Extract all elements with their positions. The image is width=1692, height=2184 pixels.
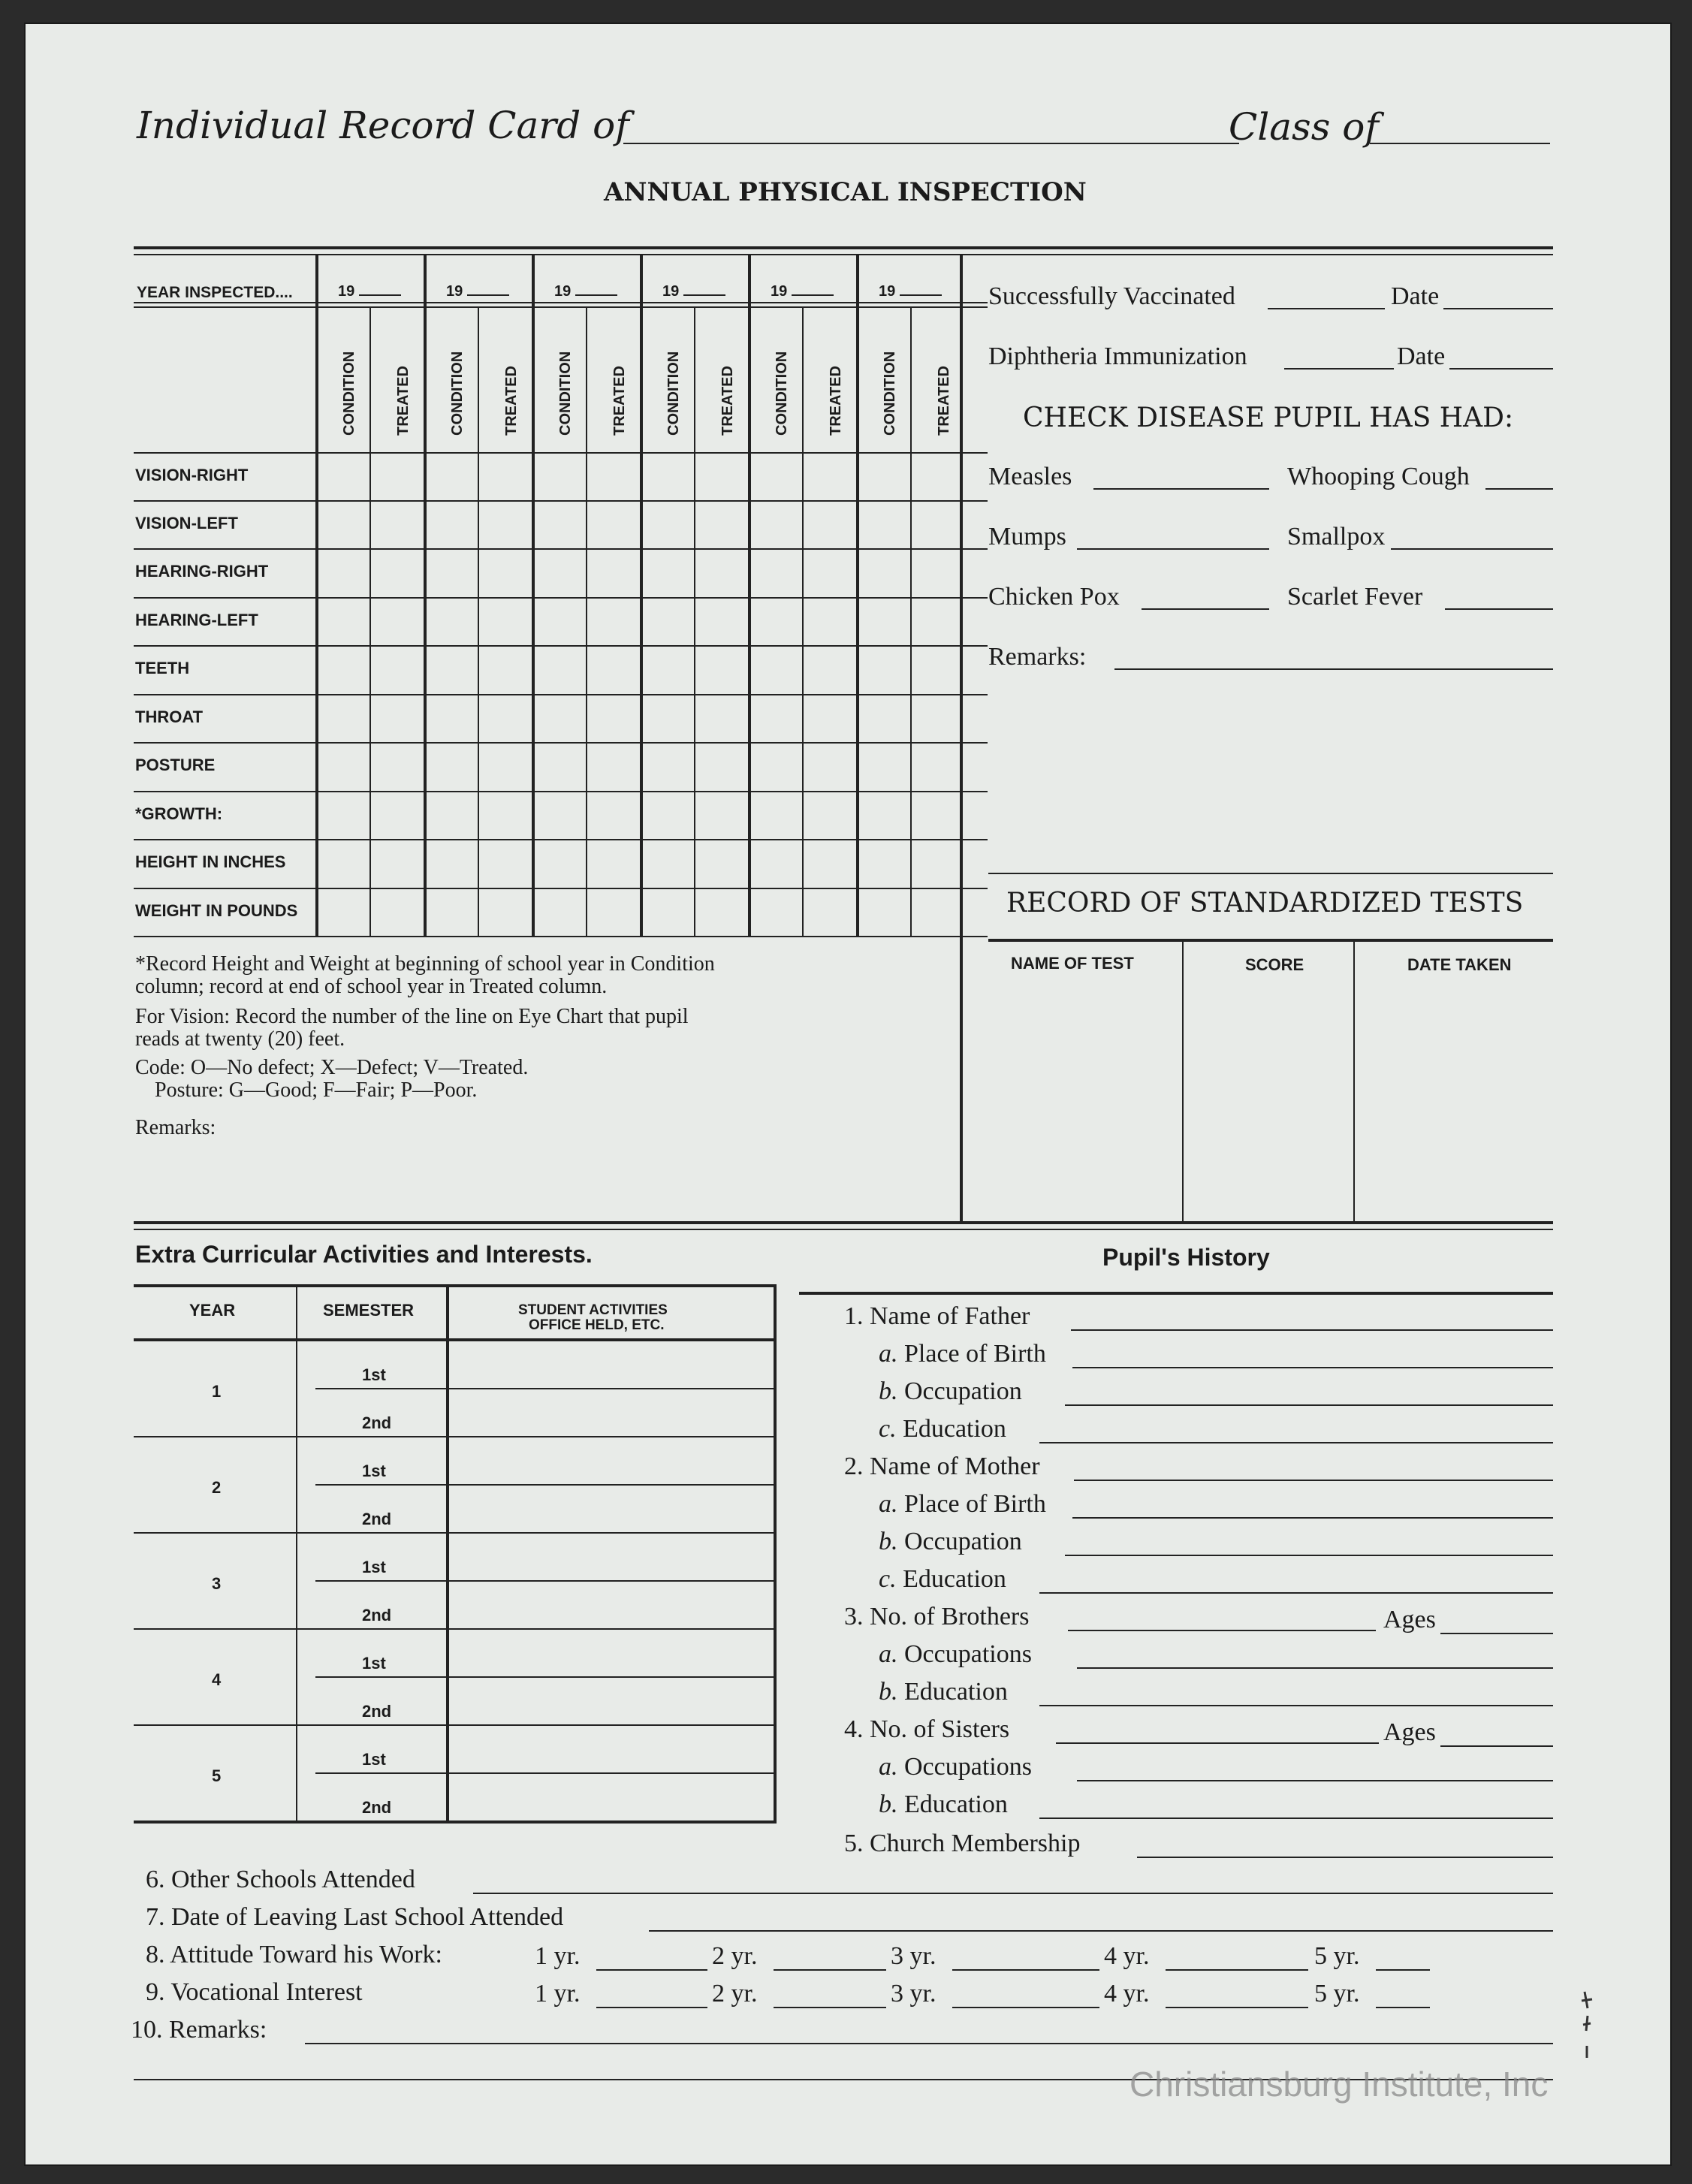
attitude-yr1-field[interactable] (596, 1950, 707, 1971)
mumps-field[interactable] (1077, 530, 1269, 550)
test-name-header: NAME OF TEST (1011, 954, 1134, 973)
col-divider (694, 306, 695, 937)
sisters-education-label: b. Education (879, 1790, 1008, 1818)
note-vision-2: reads at twenty (20) feet. (135, 1027, 345, 1051)
scarlet-label: Scarlet Fever (1287, 583, 1423, 611)
col-divider (802, 306, 804, 937)
act-sem-2nd: 2nd (362, 1702, 392, 1721)
act-sem-2nd: 2nd (362, 1606, 392, 1624)
col-treated: TREATED (611, 366, 628, 436)
row-growth: *GROWTH: (135, 804, 223, 823)
father-education-field[interactable] (1039, 1422, 1553, 1443)
act-sem-1st: 1st (362, 1365, 386, 1384)
attitude-yr1: 1 yr. (535, 1942, 581, 1970)
father-birth-field[interactable] (1072, 1347, 1553, 1368)
act-year-line (134, 1628, 775, 1630)
grid-col-header-bottom (134, 452, 988, 454)
col-condition: CONDITION (341, 351, 357, 436)
year-divider (532, 254, 535, 937)
attitude-yr2-field[interactable] (774, 1950, 886, 1971)
smallpox-field[interactable] (1391, 530, 1553, 550)
act-col-divider (446, 1286, 449, 1821)
row-vision-right: VISION-RIGHT (135, 466, 249, 484)
vocational-yr5-field[interactable] (1376, 1987, 1430, 2008)
col-treated: TREATED (936, 366, 952, 436)
scarlet-field[interactable] (1445, 590, 1553, 610)
mid-rule (134, 1221, 1553, 1224)
mother-occupation-label: b. Occupation (879, 1528, 1022, 1555)
year-cell[interactable]: 19 (338, 282, 401, 300)
top-rule-thin (134, 254, 1553, 255)
year-divider (424, 254, 427, 937)
mother-label: 2. Name of Mother (844, 1452, 1040, 1480)
col-condition: CONDITION (665, 351, 682, 436)
row-line (134, 936, 988, 937)
act-year: 4 (212, 1670, 222, 1689)
year-divider (748, 254, 751, 937)
vocational-yr1: 1 yr. (535, 1980, 581, 2008)
col-divider (369, 306, 371, 937)
row-line (134, 645, 988, 647)
sisters-occupations-label: a. Occupations (879, 1753, 1032, 1781)
act-sem-1st: 1st (362, 1750, 386, 1769)
act-sem-2nd: 2nd (362, 1798, 392, 1817)
health-remarks-label: Remarks: (988, 643, 1087, 671)
other-schools-label: 6. Other Schools Attended (146, 1866, 415, 1893)
mother-birth-label: a. Place of Birth (879, 1490, 1046, 1518)
act-sem-2nd: 2nd (362, 1510, 392, 1528)
card-title: Individual Record Card of (137, 104, 629, 147)
col-condition: CONDITION (449, 351, 466, 436)
vaccinated-date-label: Date (1391, 282, 1440, 310)
mid-rule-thin (134, 1229, 1553, 1230)
vocational-yr1-field[interactable] (596, 1987, 707, 2008)
year-cell[interactable]: 19 (554, 282, 617, 300)
col-treated: TREATED (395, 366, 412, 436)
vaccinated-date-field[interactable] (1443, 290, 1553, 309)
attitude-yr4-field[interactable] (1166, 1950, 1308, 1971)
act-sem-line (315, 1580, 775, 1582)
sisters-education-field[interactable] (1039, 1798, 1553, 1819)
act-sem-line (315, 1388, 775, 1389)
year-cell[interactable]: 19 (771, 282, 834, 300)
attitude-yr2: 2 yr. (712, 1942, 758, 1970)
vocational-yr2: 2 yr. (712, 1980, 758, 2008)
final-remarks-field[interactable] (305, 2023, 1553, 2044)
whooping-field[interactable] (1485, 470, 1553, 490)
act-year-line (134, 1532, 775, 1534)
act-year: 1 (212, 1382, 222, 1401)
vocational-yr3-field[interactable] (952, 1987, 1099, 2008)
father-label: 1. Name of Father (844, 1302, 1030, 1330)
tests-col-divider (1182, 940, 1184, 1221)
attitude-label: 8. Attitude Toward his Work: (146, 1941, 443, 1968)
pencil-mark-icon (1573, 1986, 1603, 2076)
church-label: 5. Church Membership (844, 1830, 1081, 1857)
chicken-pox-field[interactable] (1142, 590, 1269, 610)
health-remarks-field[interactable] (1114, 650, 1553, 670)
note-growth-2: column; record at end of school year in Treated column. (135, 975, 608, 998)
brothers-occupations-field[interactable] (1077, 1648, 1553, 1669)
diphtheria-date-field[interactable] (1449, 350, 1553, 370)
brothers-occupations-label: a. Occupations (879, 1640, 1032, 1668)
smallpox-label: Smallpox (1287, 523, 1386, 551)
whooping-label: Whooping Cough (1287, 463, 1470, 490)
act-sem-2nd: 2nd (362, 1413, 392, 1432)
sisters-label: 4. No. of Sisters (844, 1715, 1010, 1743)
class-label: Class of (1229, 105, 1379, 149)
act-office-header: OFFICE HELD, ETC. (529, 1317, 665, 1333)
section-divider (960, 254, 963, 1221)
diphtheria-field[interactable] (1284, 350, 1394, 370)
act-year: 2 (212, 1478, 222, 1497)
mother-education-label: c. Education (879, 1565, 1006, 1593)
grid-header-line (134, 302, 988, 303)
act-sem-1st: 1st (362, 1462, 386, 1480)
row-line (134, 839, 988, 840)
row-vision-left: VISION-LEFT (135, 514, 238, 532)
mumps-label: Mumps (988, 523, 1066, 551)
act-col-divider (296, 1286, 297, 1821)
brothers-label: 3. No. of Brothers (844, 1603, 1030, 1630)
mother-field[interactable] (1074, 1460, 1553, 1481)
test-score-header: SCORE (1245, 955, 1304, 974)
sisters-ages-field[interactable] (1440, 1726, 1553, 1747)
note-posture: Posture: G—Good; F—Fair; P—Poor. (155, 1078, 478, 1102)
father-occupation-label: b. Occupation (879, 1377, 1022, 1405)
leaving-date-label: 7. Date of Leaving Last School Attended (146, 1903, 564, 1931)
act-sem-line (315, 1772, 775, 1774)
inspection-remarks-label: Remarks: (135, 1116, 216, 1139)
tests-top-rule (988, 873, 1553, 874)
father-education-label: c. Education (879, 1415, 1006, 1443)
vocational-yr2-field[interactable] (774, 1987, 886, 2008)
row-teeth: TEETH (135, 659, 190, 677)
attitude-yr3: 3 yr. (891, 1942, 936, 1970)
year-cell[interactable]: 19 (662, 282, 725, 300)
history-top-rule (799, 1292, 1553, 1295)
vocational-yr3: 3 yr. (891, 1980, 936, 2008)
row-line (134, 791, 988, 792)
year-cell[interactable]: 19 (446, 282, 509, 300)
test-date-header: DATE TAKEN (1407, 955, 1512, 974)
row-line (134, 500, 988, 502)
sisters-field[interactable] (1056, 1723, 1379, 1744)
row-line (134, 548, 988, 550)
watermark-text: Christiansburg Institute, Inc (1130, 2065, 1549, 2104)
father-occupation-field[interactable] (1065, 1385, 1553, 1406)
col-divider (910, 306, 912, 937)
year-divider (640, 254, 643, 937)
row-line (134, 597, 988, 599)
vaccinated-label: Successfully Vaccinated (988, 282, 1235, 310)
row-line (134, 694, 988, 695)
leaving-date-field[interactable] (649, 1911, 1553, 1932)
row-line (134, 742, 988, 744)
act-student-header: STUDENT ACTIVITIES (518, 1302, 668, 1318)
year-inspected-label: YEAR INSPECTED.... (137, 284, 293, 301)
page-subtitle: ANNUAL PHYSICAL INSPECTION (604, 177, 1087, 207)
col-treated: TREATED (828, 366, 844, 436)
note-growth: *Record Height and Weight at beginning of school year in Condition (135, 952, 715, 976)
brothers-field[interactable] (1068, 1610, 1376, 1631)
year-cell[interactable]: 19 (879, 282, 942, 300)
act-year-header: YEAR (189, 1301, 236, 1320)
record-card (26, 24, 1670, 2164)
col-condition: CONDITION (557, 351, 574, 436)
tests-col-divider (1353, 940, 1355, 1221)
brothers-ages-field[interactable] (1440, 1613, 1553, 1634)
act-year-line (134, 1436, 775, 1437)
tests-header-rule (988, 939, 1553, 942)
vocational-yr4: 4 yr. (1104, 1980, 1150, 2008)
act-sem-line (315, 1676, 775, 1678)
mother-birth-field[interactable] (1072, 1498, 1553, 1519)
year-divider (856, 254, 859, 937)
activities-header-rule (134, 1338, 777, 1341)
col-treated: TREATED (719, 366, 736, 436)
sisters-ages-label: Ages (1383, 1718, 1436, 1746)
col-treated: TREATED (503, 366, 520, 436)
col-divider (586, 306, 587, 937)
vocational-yr5: 5 yr. (1314, 1980, 1360, 2008)
row-posture: POSTURE (135, 756, 216, 774)
row-height: HEIGHT IN INCHES (135, 852, 286, 871)
row-line (134, 888, 988, 889)
mother-occupation-field[interactable] (1065, 1535, 1553, 1556)
col-condition: CONDITION (774, 351, 790, 436)
vocational-yr4-field[interactable] (1166, 1987, 1308, 2008)
row-hearing-right: HEARING-RIGHT (135, 562, 269, 581)
measles-label: Measles (988, 463, 1072, 490)
attitude-yr4: 4 yr. (1104, 1942, 1150, 1970)
activities-top-rule (134, 1284, 777, 1287)
col-condition: CONDITION (882, 351, 898, 436)
attitude-yr5-field[interactable] (1376, 1950, 1430, 1971)
check-disease-heading: CHECK DISEASE PUPIL HAS HAD: (1023, 403, 1514, 433)
church-field[interactable] (1137, 1837, 1553, 1858)
row-throat: THROAT (135, 707, 204, 726)
vaccinated-field[interactable] (1268, 290, 1385, 309)
col-divider (478, 306, 479, 937)
grid-header-line-2 (134, 306, 988, 308)
row-weight: WEIGHT IN POUNDS (135, 901, 298, 920)
diphtheria-label: Diphtheria Immunization (988, 342, 1247, 370)
brothers-ages-label: Ages (1383, 1606, 1436, 1633)
act-sem-1st: 1st (362, 1654, 386, 1673)
attitude-yr3-field[interactable] (952, 1950, 1099, 1971)
chicken-pox-label: Chicken Pox (988, 583, 1120, 611)
act-year: 3 (212, 1574, 222, 1593)
father-field[interactable] (1071, 1310, 1553, 1331)
brothers-education-field[interactable] (1039, 1685, 1553, 1706)
diphtheria-date-label: Date (1397, 342, 1446, 370)
class-field-line[interactable] (1370, 105, 1550, 144)
measles-field[interactable] (1093, 470, 1269, 490)
attitude-yr5: 5 yr. (1314, 1942, 1360, 1970)
activities-heading: Extra Curricular Activities and Interests. (135, 1241, 593, 1268)
act-bottom-rule (134, 1821, 777, 1824)
final-remarks-label: 10. Remarks: (131, 2016, 267, 2044)
father-birth-label: a. Place of Birth (879, 1340, 1046, 1368)
act-year: 5 (212, 1766, 222, 1785)
vocational-label: 9. Vocational Interest (146, 1978, 363, 2006)
act-semester-header: SEMESTER (323, 1301, 415, 1320)
name-field-line[interactable] (623, 105, 1239, 144)
act-right-border (774, 1286, 777, 1821)
row-hearing-left: HEARING-LEFT (135, 611, 258, 629)
other-schools-field[interactable] (473, 1873, 1553, 1894)
year-divider (315, 254, 318, 937)
act-year-line (134, 1724, 775, 1726)
tests-heading: RECORD OF STANDARDIZED TESTS (1006, 888, 1524, 919)
act-sem-line (315, 1484, 775, 1486)
history-heading: Pupil's History (1102, 1244, 1270, 1271)
mother-education-field[interactable] (1039, 1573, 1553, 1594)
act-sem-1st: 1st (362, 1558, 386, 1576)
sisters-occupations-field[interactable] (1077, 1760, 1553, 1781)
top-rule (134, 246, 1553, 249)
note-vision: For Vision: Record the number of the line on Eye Chart that pupil (135, 1005, 689, 1028)
note-code: Code: O—No defect; X—Defect; V—Treated. (135, 1056, 529, 1079)
brothers-education-label: b. Education (879, 1678, 1008, 1706)
